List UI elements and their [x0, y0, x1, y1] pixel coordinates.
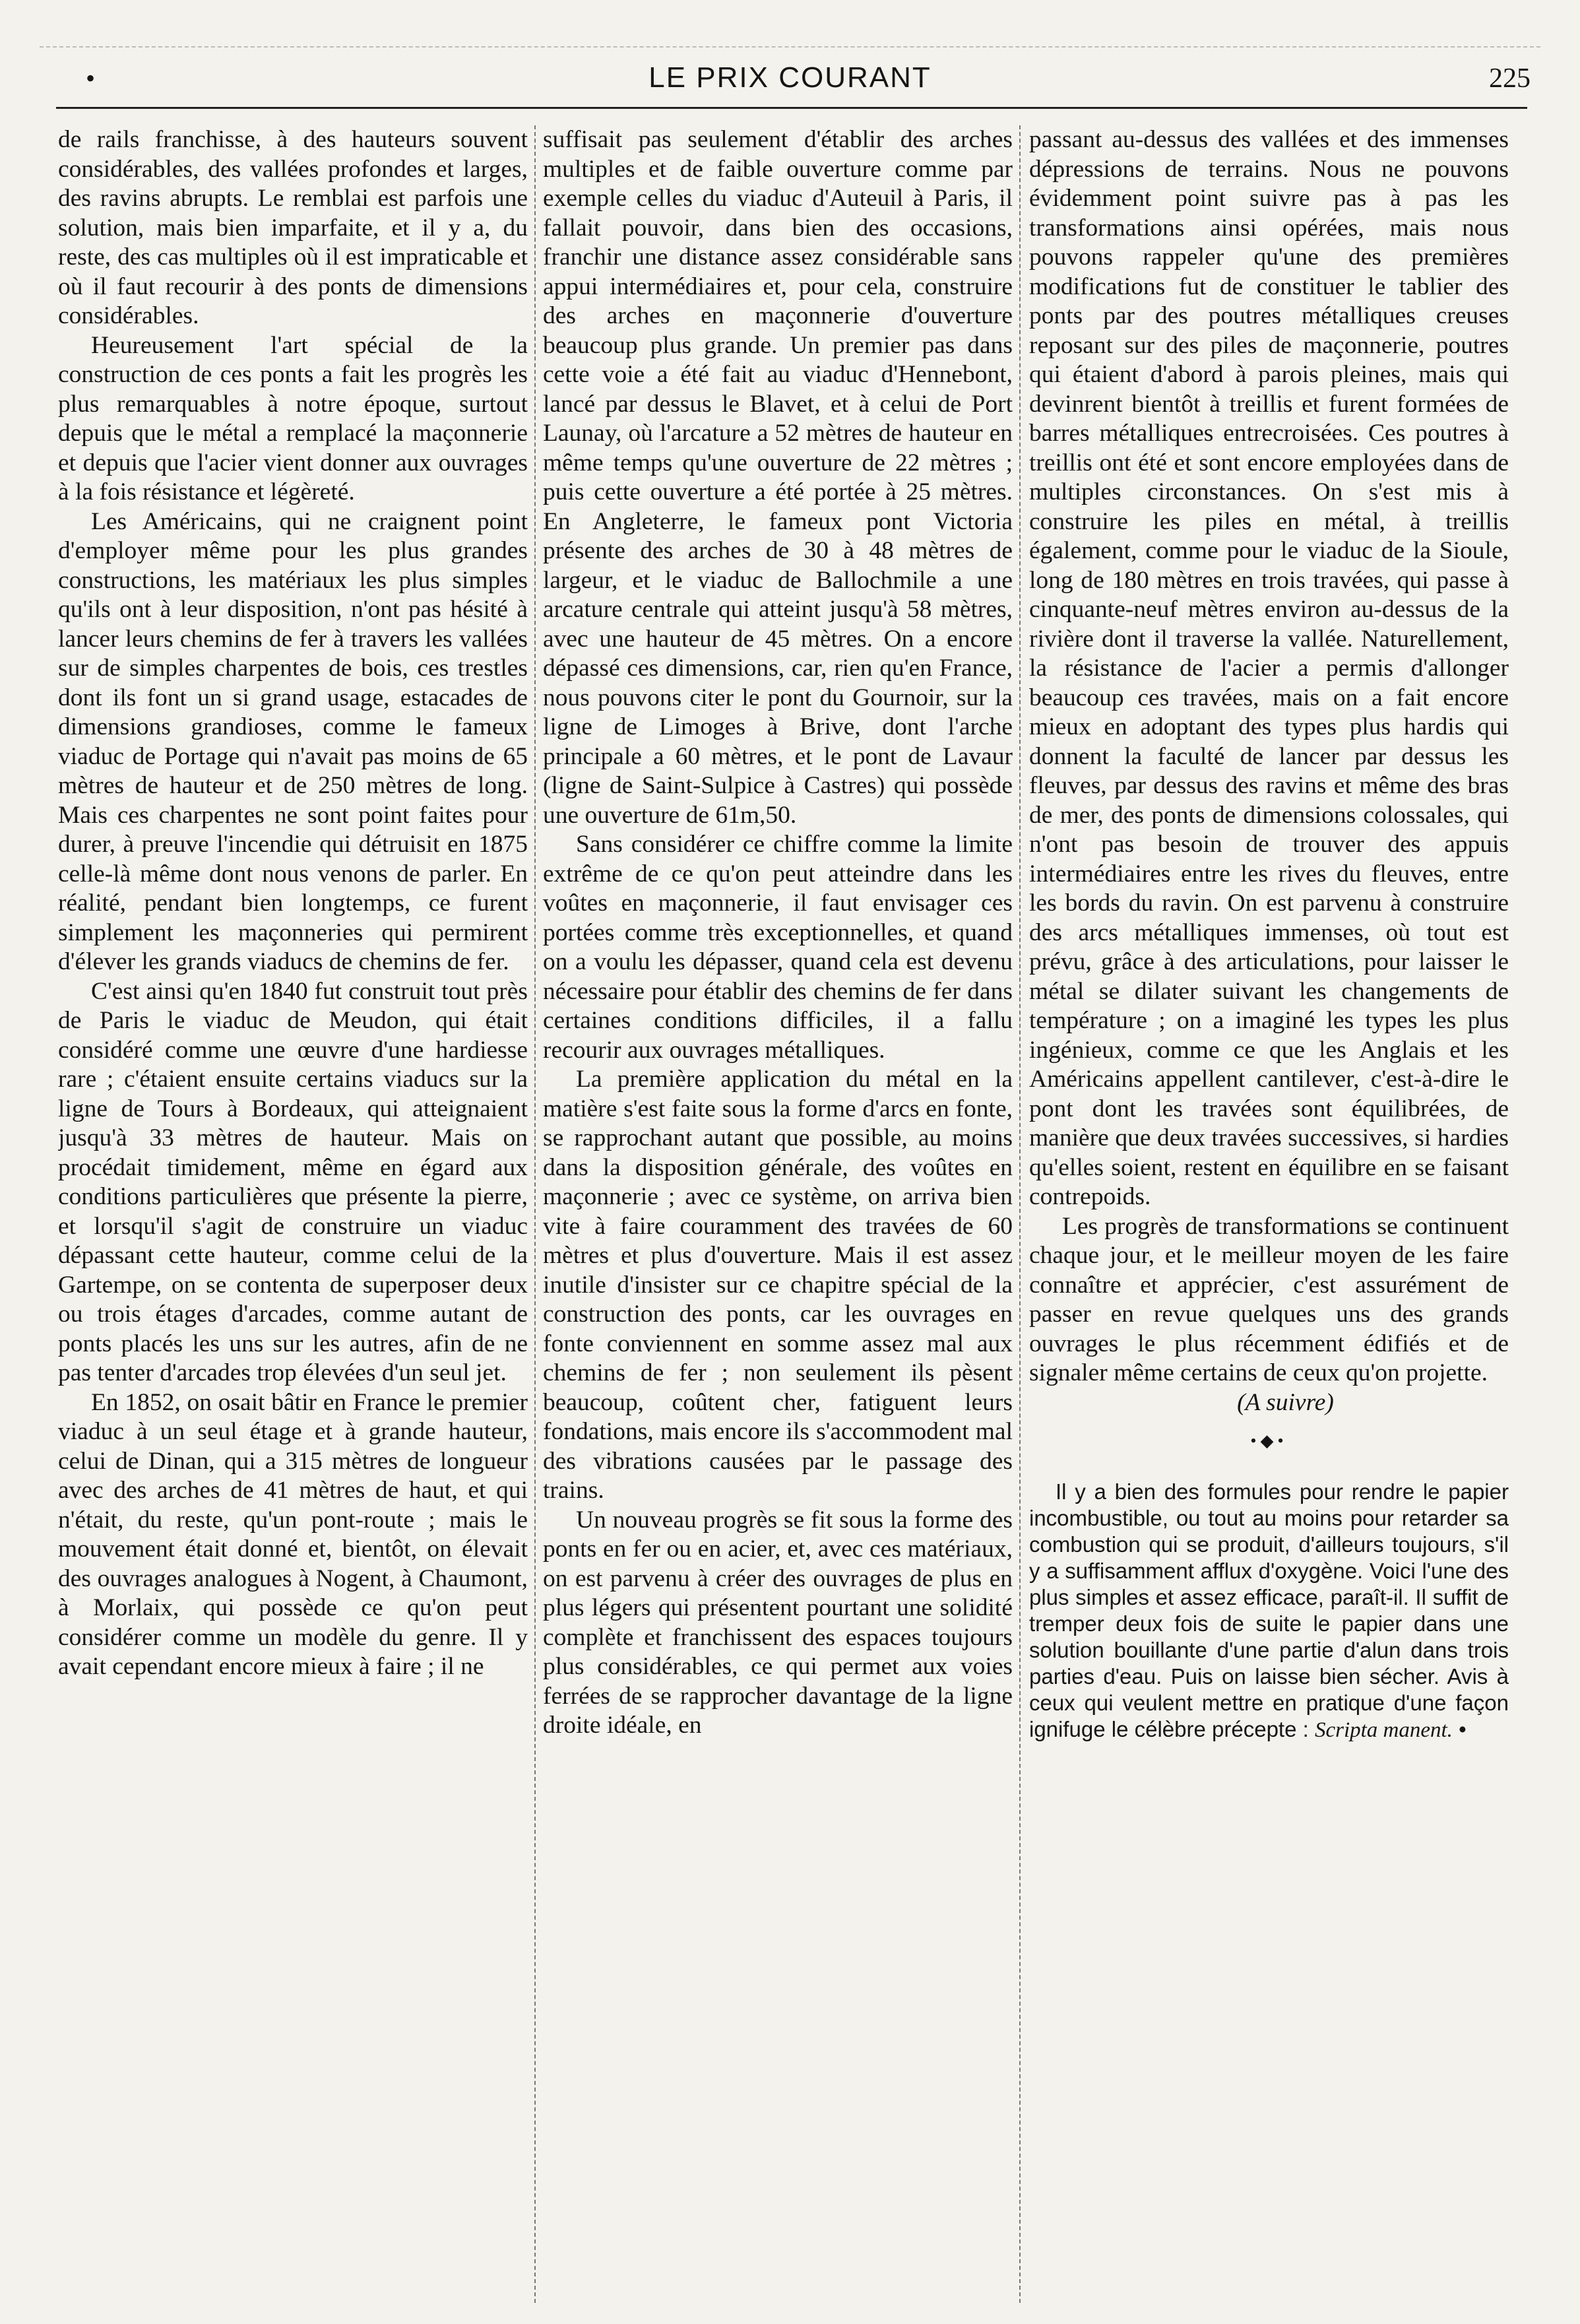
- column-1: [58, 125, 528, 2303]
- page-header: [46, 56, 1534, 102]
- paragraph: En 1852, on osait bâtir en France le premier viaduc à un seul étage et à grande hauteur, celui de Dinan, qui a 315 mètres de longueur avec des arches de 41 mètres de haut, et qui n'était, du reste, qu'un pont-route ; mais le mouvement était donné et, bientôt, on élevait des ouvrages analogues à Nogent, à Chaumont, à Morlaix, qui possède ce qu'on peut considérer comme un modèle du genre. Il y avait cependant encore mieux à faire ; il ne: [58, 1388, 528, 1680]
- header-bullet: •: [86, 63, 96, 93]
- paragraph: passant au-dessus des vallées et des immenses dépressions de terrains. Nous ne pouvons évidemment point suivre pas à pas les transformations ainsi opérées, mais nous pouvons rappeler qu'une des premières modifications fut de constituer le tablier des ponts par des poutres métalliques creuses reposant sur des piles de maçonnerie, poutres qui étaient d'abord à parois pleines, mais qui devinrent bientôt à treillis et furent formées de barres métalliques entrecroisées. Ces poutres à treillis ont été et sont encore employées dans de multiples circonstances. On s'est mis à construire les piles en métal, à treillis également, comme pour le viaduc de la Sioule, long de 180 mètres en trois travées, qui passe à cinquante-neuf mètres environ au-dessus de la rivière dont il traverse la vallée. Naturellement, la résistance de l'acier a permis d'allonger beaucoup ces travées, mais on a fait encore mieux en adoptant des types plus hardis qui donnent la faculté de lancer par dessus les fleuves, par dessus des ravins et même des bras de mer, des ponts de dimensions colossales, qui n'ont pas besoin de trouver des appuis intermédiaires entre les rives du fleuves, entre les bords du ravin. On est parvenu à construire des arcs métalliques immenses, où tout est prévu, grâce à des articulations, pour laisser le métal se dilater suivant les changements de température ; on a imaginé les types les plus ingénieux, comme ce que les Anglais et les Américains appellent cantilever, c'est-à-dire le pont dont les travées sont équilibrées, de manière que deux travées successives, si hardies qu'elles soient, restent en équilibre en se faisant contrepoids.: [1029, 126, 1509, 1210]
- note-text: Il y a bien des formules pour rendre le papier incombustible, ou tout au moins pour retarder sa combustion qui se produit, d'ailleurs toujours, s'il y a suffisamment afflux d'oxygène. Voici l'une des plus simples et assez efficace, paraît-il. Il suffit de tremper deux fois de suite le papier dans une solution bouillante d'une partie d'alun dans trois parties d'eau. Puis on laisse bien sécher. Avis à ceux qui veulent mettre en pratique d'une façon ignifuge le célèbre précepte :: [1029, 1479, 1509, 1741]
- note-paragraph: [1029, 1479, 1509, 1743]
- paragraph: Les Américains, qui ne craignent point d'employer même pour les plus grandes constructions, les matériaux les plus simples qu'ils ont à leur disposition, n'ont pas hésité à lancer leurs chemins de fer à travers les vallées sur de simples charpentes de bois, ces trestles dont ils font un si grand usage, estacades de dimensions grandioses, comme le fameux viaduc de Portage qui n'avait pas moins de 65 mètres de hauteur et de 250 mètres de long. Mais ces charpentes ne sont point faites pour durer, à preuve l'incendie qui détruisit en 1875 celle-là même dont nous venons de parler. En réalité, pendant bien longtemps, ce furent simplement les maçonneries qui permirent d'élever les grands viaducs de chemins de fer.: [58, 507, 528, 975]
- ornament-divider: •◆•: [1250, 1431, 1288, 1450]
- news-note: [1029, 1479, 1509, 1743]
- page-number: 225: [1489, 63, 1531, 94]
- column-2: [543, 125, 1013, 2303]
- column-separator-2: [1019, 125, 1021, 2303]
- note-end: •: [1452, 1716, 1467, 1741]
- paragraph: de rails franchisse, à des hauteurs souvent considérables, des vallées profondes et larges, des ravins abrupts. Le remblai est parfois une solution, mais bien imparfaite, et il y a, du reste, des cas multiples où il est impraticable et où il faut recourir à des ponts de dimensions considérables.: [58, 126, 528, 329]
- publication-title: LE PRIX COURANT: [648, 61, 932, 94]
- paragraph: La première application du métal en la matière s'est faite sous la forme d'arcs en fonte, se rapprochant autant que possible, au moins dans la disposition générale, des voûtes en maçonnerie ; avec ce système, on arriva bien vite à faire couramment des travées de 60 mètres et plus d'ouverture. Mais il est assez inutile d'insister sur ce chapitre spécial de la construction des ponts, car les ouvrages en fonte conviennent en somme assez mal aux chemins de fer ; non seulement ils pèsent beaucoup, coûtent cher, fatiguent leurs fondations, mais encore ils s'accommodent mal des vibrations causées par le passage des trains.: [543, 1066, 1013, 1504]
- column-3: [1029, 125, 1509, 2303]
- header-rule: [56, 107, 1527, 109]
- paragraph: Un nouveau progrès se fit sous la forme des ponts en fer ou en acier, et, avec ces matériaux, on est parvenu à créer des ouvrages de plus en plus légers qui présentent pourtant une solidité complète et franchissent des espaces toujours plus considérables, ce qui permet aux voies ferrées de se rapprocher davantage de la ligne droite idéale, en: [543, 1506, 1013, 1739]
- paragraph: Sans considérer ce chiffre comme la limite extrême de ce qu'on peut atteindre dans les voûtes en maçonnerie, il faut envisager ces portées comme très exceptionnelles, et quand on a voulu les dépasser, quand cela est devenu nécessaire pour établir des chemins de fer dans certaines conditions difficiles, il a fallu recourir aux ouvrages métalliques.: [543, 831, 1013, 1064]
- note-quote: Scripta manent.: [1314, 1718, 1453, 1742]
- paragraph: C'est ainsi qu'en 1840 fut construit tout près de Paris le viaduc de Meudon, qui était considéré comme une œuvre d'une hardiesse rare ; c'étaient ensuite certains viaducs sur la ligne de Tours à Bordeaux, qui atteignaient jusqu'à 33 mètres de hauteur. Mais on procédait timidement, même en égard aux conditions particulières que présente la pierre, et lorsqu'il s'agit de construire un viaduc dépassant cette hauteur, comme celui de la Gartempe, on se contenta de superposer deux ou trois étages d'arcades, comme autant de ponts placés les uns sur les autres, afin de ne pas tenter d'arcades trop élevées d'un seul jet.: [58, 977, 528, 1386]
- paragraph: suffisait pas seulement d'établir des arches multiples et de faible ouverture comme par exemple celles du viaduc d'Auteuil à Paris, il fallait pouvoir, dans bien des occasions, franchir une distance assez considérable sans appui intermédiaires et, pour cela, construire des arches en maçonnerie d'ouverture beaucoup plus grande. Un premier pas dans cette voie a été fait au viaduc d'Hennebont, lancé par dessus le Blavet, et à celui de Port Launay, où l'arcature a 52 mètres de hauteur en même temps qu'une ouverture de 22 mètres ; puis cette ouverture a été portée à 25 mètres. En Angleterre, le fameux pont Victoria présente des arches de 30 à 48 mètres de largeur, et le viaduc de Ballochmile a une arcature centrale qui atteint jusqu'à 58 mètres, avec une hauteur de 45 mètres. On a encore dépassé ces dimensions, car, rien qu'en France, nous pouvons citer le pont du Gournoir, sur la ligne de Limoges à Brive, dont l'arche principale a 60 mètres, et le pont de Lavaur (ligne de Saint-Sulpice à Castres) qui possède une ouverture de 61m,50.: [543, 126, 1013, 829]
- paragraph: Les progrès de transformations se continuent chaque jour, et le meilleur moyen de les faire connaître et apprécier, c'est assurément de passer en revue quelques uns des grands ouvrages le plus récemment édifiés et de signaler même certains de ceux qu'on projette.: [1029, 1212, 1509, 1386]
- paragraph: Heureusement l'art spécial de la construction de ces ponts a fait les progrès les plus remarquables à notre époque, surtout depuis que le métal a remplacé la maçonnerie et depuis que l'acier vient donner aux ouvrages à la fois résistance et légèreté.: [58, 331, 528, 505]
- to-be-continued: (A suivre): [1237, 1388, 1334, 1416]
- top-dashed-rule: [40, 46, 1540, 48]
- column-separator-1: [534, 125, 536, 2303]
